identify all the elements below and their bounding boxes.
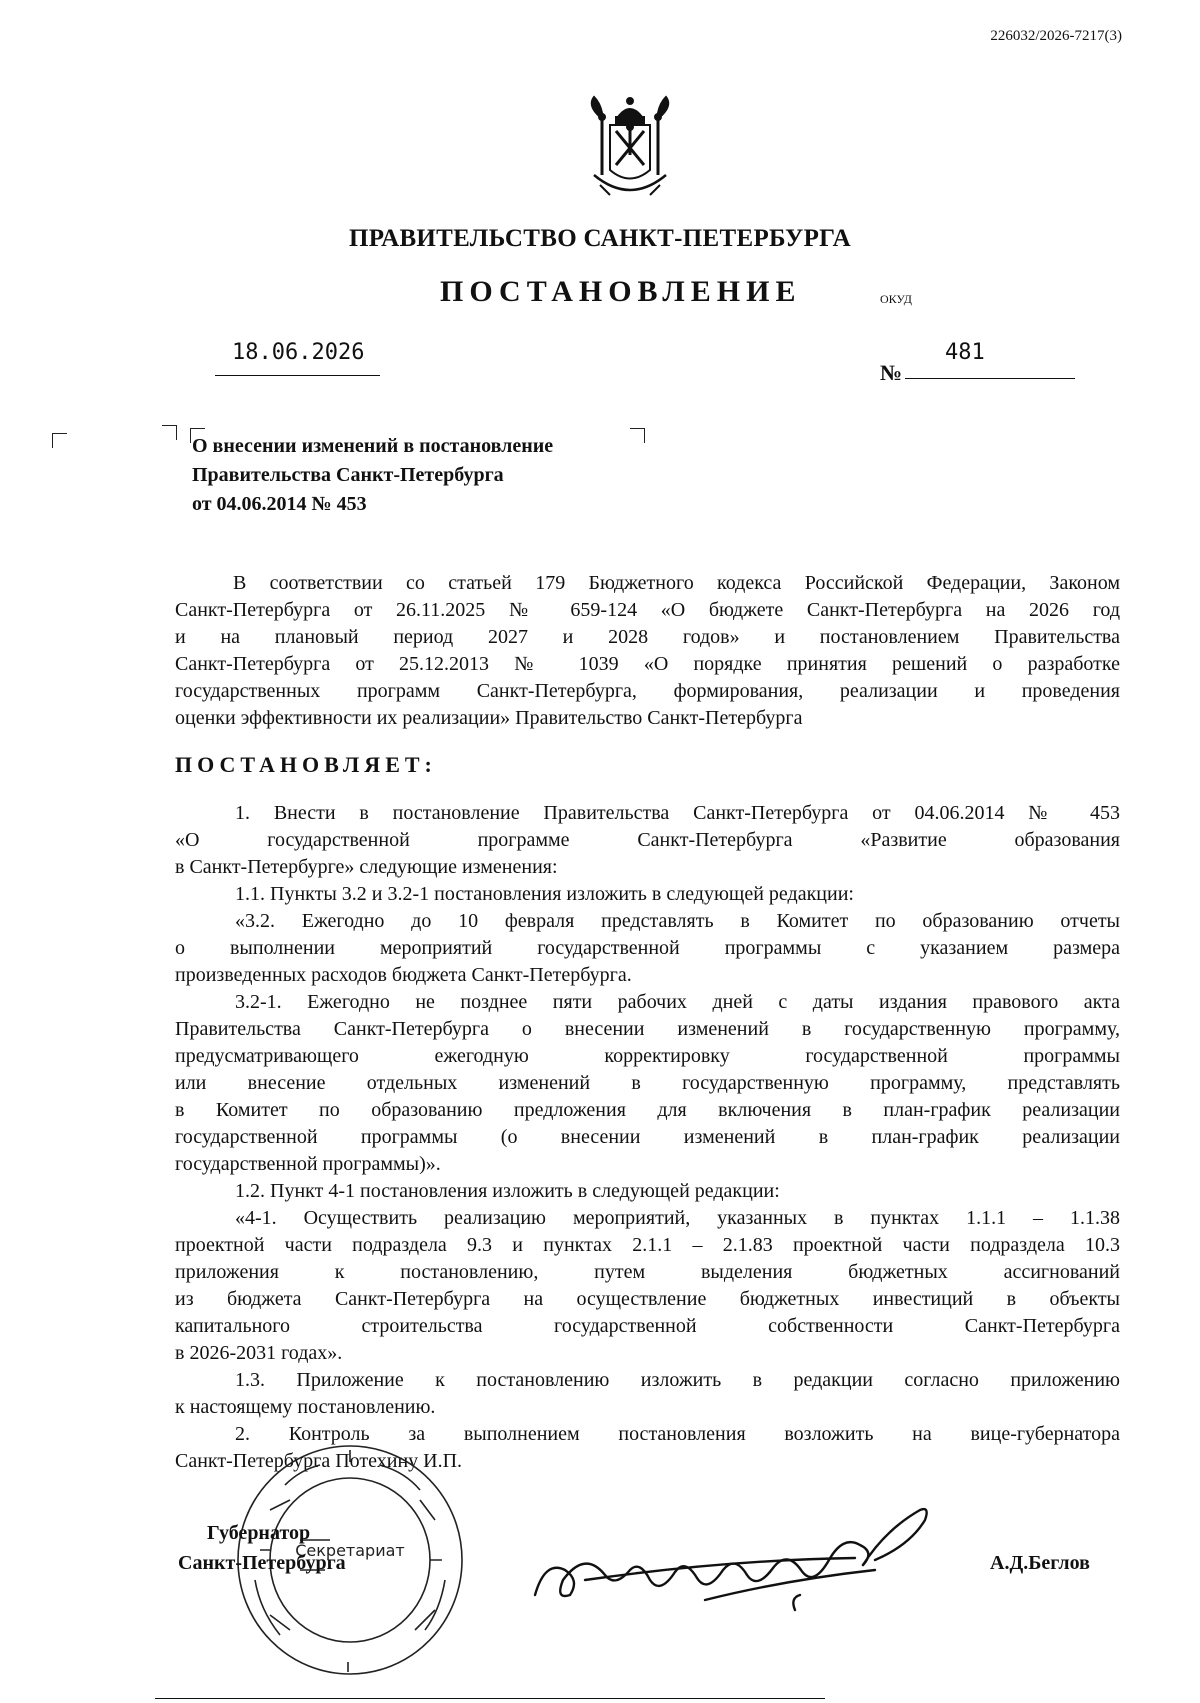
item-1-3-line: 1.3. Приложение к постановлению изложить в редакции согласно приложению <box>235 1369 1120 1391</box>
item-3-2-line: о выполнении мероприятий государственной программы с указанием размера <box>175 937 1120 959</box>
preamble-line: и на плановый период 2027 и 2028 годов» и постановлением Правительства <box>175 626 1120 648</box>
signatory-title: Губернатор <box>207 1522 311 1544</box>
item-4-1-line: проектной части подраздела 9.3 и пунктах 2.1.1 – 2.1.83 проектной части подраздела 10.3 <box>175 1234 1120 1256</box>
signer-name: А.Д.Беглов <box>990 1552 1090 1574</box>
item-4-1-line: в 2026-2031 годах». <box>175 1342 343 1364</box>
coat-of-arms-emblem <box>580 95 680 213</box>
item-4-1-line: из бюджета Санкт-Петербурга на осуществление бюджетных инвестиций в объекты <box>175 1288 1120 1310</box>
item-3-2-1-line: государственной программы)». <box>175 1153 441 1175</box>
subject-line: Правительства Санкт-Петербурга <box>192 464 504 486</box>
item-3-2-line: «3.2. Ежегодно до 10 февраля представлять в Комитет по образованию отчеты <box>235 910 1120 932</box>
preamble-line: оценки эффективности их реализации» Правительство Санкт-Петербурга <box>175 707 803 729</box>
subject-line: О внесении изменений в постановление <box>192 435 554 457</box>
number-sign: № <box>880 360 903 385</box>
item-1-3-line: к настоящему постановлению. <box>175 1396 436 1418</box>
item-3-2-1-line: в Комитет по образованию предложения для включения в план-график реализации <box>175 1099 1120 1121</box>
okud-label: ОКУД <box>880 292 912 306</box>
item-2-line: Санкт-Петербурга Потехину И.П. <box>175 1450 463 1472</box>
item-3-2-1-line: Правительства Санкт-Петербурга о внесении изменений в государственную программу, <box>175 1018 1120 1040</box>
item-1-line: «О государственной программе Санкт-Петербурга «Развитие образования <box>175 829 1120 851</box>
number-underline <box>905 378 1075 379</box>
document-subject <box>192 432 553 519</box>
item-3-2-line: произведенных расходов бюджета Санкт-Петербурга. <box>175 964 632 986</box>
registration-number: 226032/2026-7217(3) <box>990 28 1122 44</box>
bottom-rule <box>155 1698 825 1699</box>
item-1-line: в Санкт-Петербурге» следующие изменения: <box>175 856 558 878</box>
preamble-line: В соответствии со статьей 179 Бюджетного кодекса Российской Федерации, Законом <box>233 572 1120 594</box>
date-underline <box>215 375 380 376</box>
item-1-line: 1. Внести в постановление Правительства Санкт-Петербурга от 04.06.2014 № 453 <box>235 802 1120 824</box>
subject-line: от 04.06.2014 № 453 <box>192 493 367 515</box>
document-type: ПОСТАНОВЛЕНИЕ <box>440 275 802 308</box>
item-2-line: 2. Контроль за выполнением постановления возложить на вице-губернатора <box>235 1423 1120 1445</box>
resolves-heading: ПОСТАНОВЛЯЕТ: <box>175 752 437 777</box>
item-4-1-line: «4-1. Осуществить реализацию мероприятий, указанных в пунктах 1.1.1 – 1.1.38 <box>235 1207 1120 1229</box>
organization-name: ПРАВИТЕЛЬСТВО САНКТ-ПЕТЕРБУРГА <box>348 225 852 252</box>
item-3-2-1-line: 3.2-1. Ежегодно не позднее пяти рабочих дней с даты издания правового акта <box>235 991 1120 1013</box>
bracket-left <box>52 433 67 448</box>
document-date: 18.06.2026 <box>232 340 365 365</box>
item-4-1-line: капитального строительства государственной собственности Санкт-Петербурга <box>175 1315 1120 1337</box>
signatory-region: Санкт-Петербурга <box>178 1552 346 1574</box>
preamble-line: государственных программ Санкт-Петербурга, формирования, реализации и проведения <box>175 680 1120 702</box>
stamp-center-text: Секретариат <box>295 1541 405 1560</box>
preamble-line: Санкт-Петербурга от 26.11.2025 № 659-124 «О бюджете Санкт-Петербурга на 2026 год <box>175 599 1120 621</box>
item-3-2-1-line: государственной программы (о внесении изменений в план-график реализации <box>175 1126 1120 1148</box>
item-1-2-line: 1.2. Пункт 4-1 постановления изложить в следующей редакции: <box>235 1180 780 1202</box>
bracket-subject-start <box>162 425 177 440</box>
item-3-2-1-line: или внесение отдельных изменений в государственную программу, представлять <box>175 1072 1120 1094</box>
item-1-1-line: 1.1. Пункты 3.2 и 3.2-1 постановления изложить в следующей редакции: <box>235 883 854 905</box>
preamble-line: Санкт-Петербурга от 25.12.2013 № 1039 «О порядке принятия решений о разработке <box>175 653 1120 675</box>
item-4-1-line: приложения к постановлению, путем выделения бюджетных ассигнований <box>175 1261 1120 1283</box>
handwritten-signature <box>525 1500 945 1615</box>
bracket-subject-end <box>630 428 645 443</box>
document-number: 481 <box>945 340 985 365</box>
item-3-2-1-line: предусматривающего ежегодную корректировку государственной программы <box>175 1045 1120 1067</box>
